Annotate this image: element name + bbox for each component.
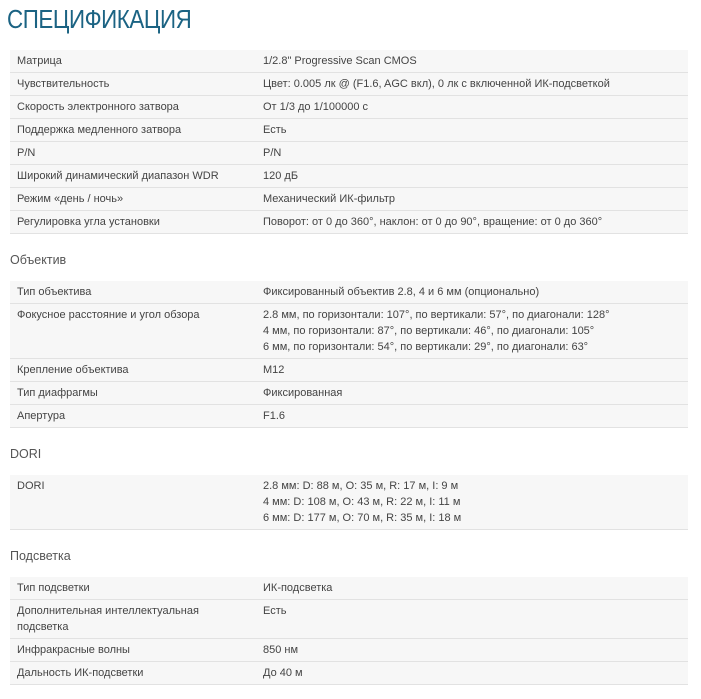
spec-value [253, 405, 688, 428]
spec-value [253, 73, 688, 96]
table-row [10, 639, 688, 662]
table-row [10, 165, 688, 188]
spec-value-line: От 1/3 до 1/100000 с [263, 101, 369, 113]
spec-label: Широкий динамический диапазон WDR [10, 165, 253, 188]
table-row [10, 662, 688, 685]
spec-value-line: 6 мм: D: 177 м, O: 70 м, R: 35 м, I: 18 м [263, 512, 462, 524]
spec-section [10, 444, 688, 530]
spec-value-line: Есть [263, 605, 287, 617]
spec-value-line: 4 мм, по горизонтали: 87°, по вертикали: 46°, по диагонали: 105° [263, 325, 595, 337]
spec-value-line: Есть [263, 124, 287, 136]
spec-value [253, 639, 688, 662]
spec-table [10, 577, 688, 685]
section-heading: Подсветка [10, 549, 71, 563]
spec-value-line: 850 нм [263, 644, 299, 656]
section-heading: Объектив [10, 253, 67, 267]
page-title: СПЕЦИФИКАЦИЯ [7, 4, 192, 34]
spec-value [253, 577, 688, 600]
spec-label: Тип подсветки [10, 577, 253, 600]
spec-label: P/N [10, 142, 253, 165]
spec-value [253, 142, 688, 165]
spec-value [253, 662, 688, 685]
spec-label: Поддержка медленного затвора [10, 119, 253, 142]
spec-label: Фокусное расстояние и угол обзора [10, 304, 253, 359]
spec-value-line: Поворот: от 0 до 360°, наклон: от 0 до 90°, вращение: от 0 до 360° [263, 216, 603, 228]
spec-label: Апертура [10, 405, 253, 428]
table-row [10, 142, 688, 165]
spec-value-line: P/N [263, 147, 282, 159]
spec-value-line: Цвет: 0.005 лк @ (F1.6, AGC вкл), 0 лк с включенной ИК-подсветкой [263, 78, 610, 90]
spec-table [10, 50, 688, 234]
spec-value-line: 1/2.8" Progressive Scan CMOS [263, 55, 417, 67]
table-row [10, 50, 688, 73]
spec-value-line: До 40 м [263, 667, 303, 679]
spec-value [253, 96, 688, 119]
spec-label: Тип диафрагмы [10, 382, 253, 405]
spec-value-line: F1.6 [263, 410, 286, 422]
spec-label: Чувствительность [10, 73, 253, 96]
spec-value [253, 475, 688, 530]
table-row [10, 188, 688, 211]
spec-value-line: ИК-подсветка [263, 582, 333, 594]
spec-value-line: 4 мм: D: 108 м, O: 43 м, R: 22 м, I: 11 м [263, 496, 461, 508]
table-row [10, 382, 688, 405]
spec-label: DORI [10, 475, 253, 530]
spec-value-line: 120 дБ [263, 170, 299, 182]
spec-value-line: Механический ИК-фильтр [263, 193, 395, 205]
spec-table [10, 475, 688, 530]
spec-value-line: 2.8 мм, по горизонтали: 107°, по вертикали: 57°, по диагонали: 128° [263, 309, 610, 321]
table-row [10, 96, 688, 119]
table-row [10, 73, 688, 96]
table-row [10, 359, 688, 382]
table-row [10, 475, 688, 530]
section-heading: DORI [10, 447, 42, 461]
table-row [10, 281, 688, 304]
spec-label: Матрица [10, 50, 253, 73]
table-row [10, 119, 688, 142]
spec-value [253, 188, 688, 211]
spec-value-line: M12 [263, 364, 285, 376]
spec-label: Дополнительная интеллектуальная подсветка [10, 600, 253, 639]
table-row [10, 405, 688, 428]
spec-value-line: 2.8 мм: D: 88 м, O: 35 м, R: 17 м, I: 9 м [263, 480, 459, 492]
spec-label: Скорость электронного затвора [10, 96, 253, 119]
spec-section [10, 50, 688, 234]
spec-value [253, 119, 688, 142]
table-row [10, 577, 688, 600]
spec-value [253, 281, 688, 304]
spec-table [10, 281, 688, 428]
spec-label: Режим «день / ночь» [10, 188, 253, 211]
table-row [10, 211, 688, 234]
spec-value [253, 382, 688, 405]
table-row [10, 600, 688, 639]
spec-value [253, 600, 688, 639]
spec-value [253, 165, 688, 188]
spec-section [10, 250, 688, 428]
spec-value-line: Фиксированный объектив 2.8, 4 и 6 мм (опционально) [263, 286, 540, 298]
spec-label: Регулировка угла установки [10, 211, 253, 234]
spec-section [10, 546, 688, 685]
table-row [10, 304, 688, 359]
spec-value-line: Фиксированная [263, 387, 343, 399]
spec-label: Инфракрасные волны [10, 639, 253, 662]
spec-value [253, 50, 688, 73]
spec-value-line: 6 мм, по горизонтали: 54°, по вертикали: 29°, по диагонали: 63° [263, 341, 589, 353]
spec-value [253, 359, 688, 382]
spec-label: Тип объектива [10, 281, 253, 304]
spec-value [253, 304, 688, 359]
spec-label: Дальность ИК-подсветки [10, 662, 253, 685]
spec-value [253, 211, 688, 234]
spec-label: Крепление объектива [10, 359, 253, 382]
